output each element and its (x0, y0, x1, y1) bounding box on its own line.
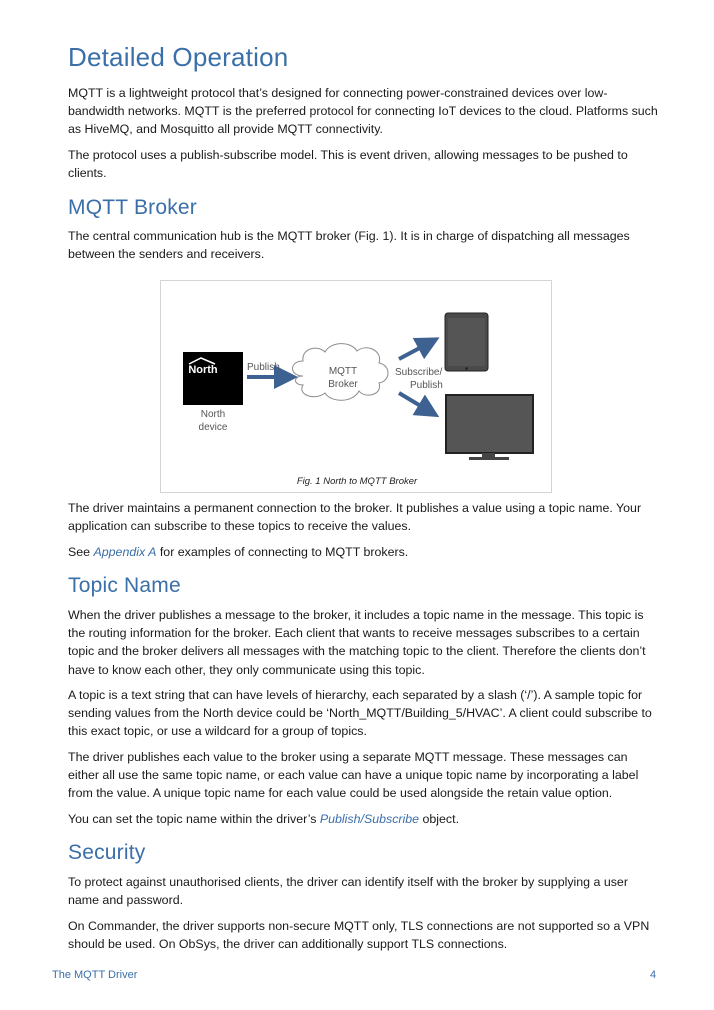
subscribe-arrow-tablet (399, 343, 429, 359)
heading-security: Security (68, 841, 146, 864)
paragraph-mqtt-intro: MQTT is a lightweight protocol that’s designed for connecting power-constrained devices over low-bandwidth networks. MQTT is the preferred protocol for connecting IoT devices to the cloud. Platforms such as HiveMQ, and Mosquitto all provide MQTT connectivity. (68, 86, 658, 137)
paragraph-publish-subscribe: The protocol uses a publish-subscribe model. This is event driven, allowing messages to be pushed to clients. (68, 148, 628, 181)
figure-mqtt-broker (160, 280, 552, 493)
paragraph-topic-intro: When the driver publishes a message to the broker, it includes a topic name in the message. This topic is the routing information for the broker. Each client that wants to receive messages subscribes to a certain topic and the broker delivers all messages with the matching topic to the client. Therefore the clients don’t have to know each other, they only communicate using this topic. (68, 608, 646, 677)
paragraph-appendix-reference (68, 543, 658, 561)
device-label-line1: North (200, 409, 226, 420)
topic-setting-prefix: You can set the topic name within the driver’s (68, 812, 320, 826)
paragraph-security-tls: On Commander, the driver supports non-secure MQTT only, TLS connections are not supported so a VPN should be used. On ObSys, the driver can additionally support TLS connections. (68, 919, 650, 952)
paragraph-security-auth: To protect against unauthorised clients, the driver can identify itself with the broker by supplying a user name and password. (68, 875, 628, 908)
north-logo (183, 352, 243, 405)
publish-label: Publish (247, 362, 280, 373)
broker-label-line1: MQTT (328, 366, 358, 377)
figure-caption: Fig. 1 North to MQTT Broker (296, 476, 418, 487)
paragraph-driver-connection: The driver maintains a permanent connection to the broker. It publishes a value using a topic name. Your application can subscribe to these topics to receive the values. (68, 501, 642, 534)
page-number: 4 (650, 969, 657, 981)
topic-setting-suffix: object. (419, 812, 460, 826)
footer-title: The MQTT Driver (52, 969, 138, 981)
paragraph-topic-publishing: The driver publishes each value to the broker using a separate MQTT message. These messages can either all use the same topic name, or each value can have a unique topic name by incorporating a label from the value. A unique topic name for each value could be used alongside the retain value option. (68, 750, 639, 801)
paragraph-topic-setting (68, 810, 658, 828)
heading-topic-name: Topic Name (68, 574, 181, 597)
paragraph-broker-intro: The central communication hub is the MQTT broker (Fig. 1). It is in charge of dispatching all messages between the senders and receivers. (68, 229, 630, 262)
paragraph-topic-hierarchy: A topic is a text string that can have levels of hierarchy, each separated by a slash (‘/’). A sample topic for sending values from the North device could be ‘North_MQTT/Building_5/HVAC’. A client could subscribe to this exact topic, or use a wildcard for a group of topics. (68, 688, 652, 739)
publish-subscribe-link[interactable]: Publish/Subscribe (319, 812, 420, 826)
subscribe-label-line1: Subscribe/ (395, 367, 443, 378)
monitor-icon (446, 395, 533, 460)
device-label-line2: device (198, 422, 228, 433)
heading-mqtt-broker: MQTT Broker (68, 196, 197, 219)
heading-detailed-operation: Detailed Operation (68, 42, 289, 72)
subscribe-label-line2: Publish (410, 380, 443, 391)
subscribe-arrow-monitor (399, 393, 429, 411)
north-logo-text: North (188, 364, 218, 376)
appendix-prefix: See (68, 545, 94, 559)
appendix-suffix: for examples of connecting to MQTT brokers. (156, 545, 409, 559)
broker-label-line2: Broker (328, 379, 358, 390)
appendix-a-link[interactable]: Appendix A (93, 545, 157, 559)
tablet-icon (445, 313, 488, 371)
